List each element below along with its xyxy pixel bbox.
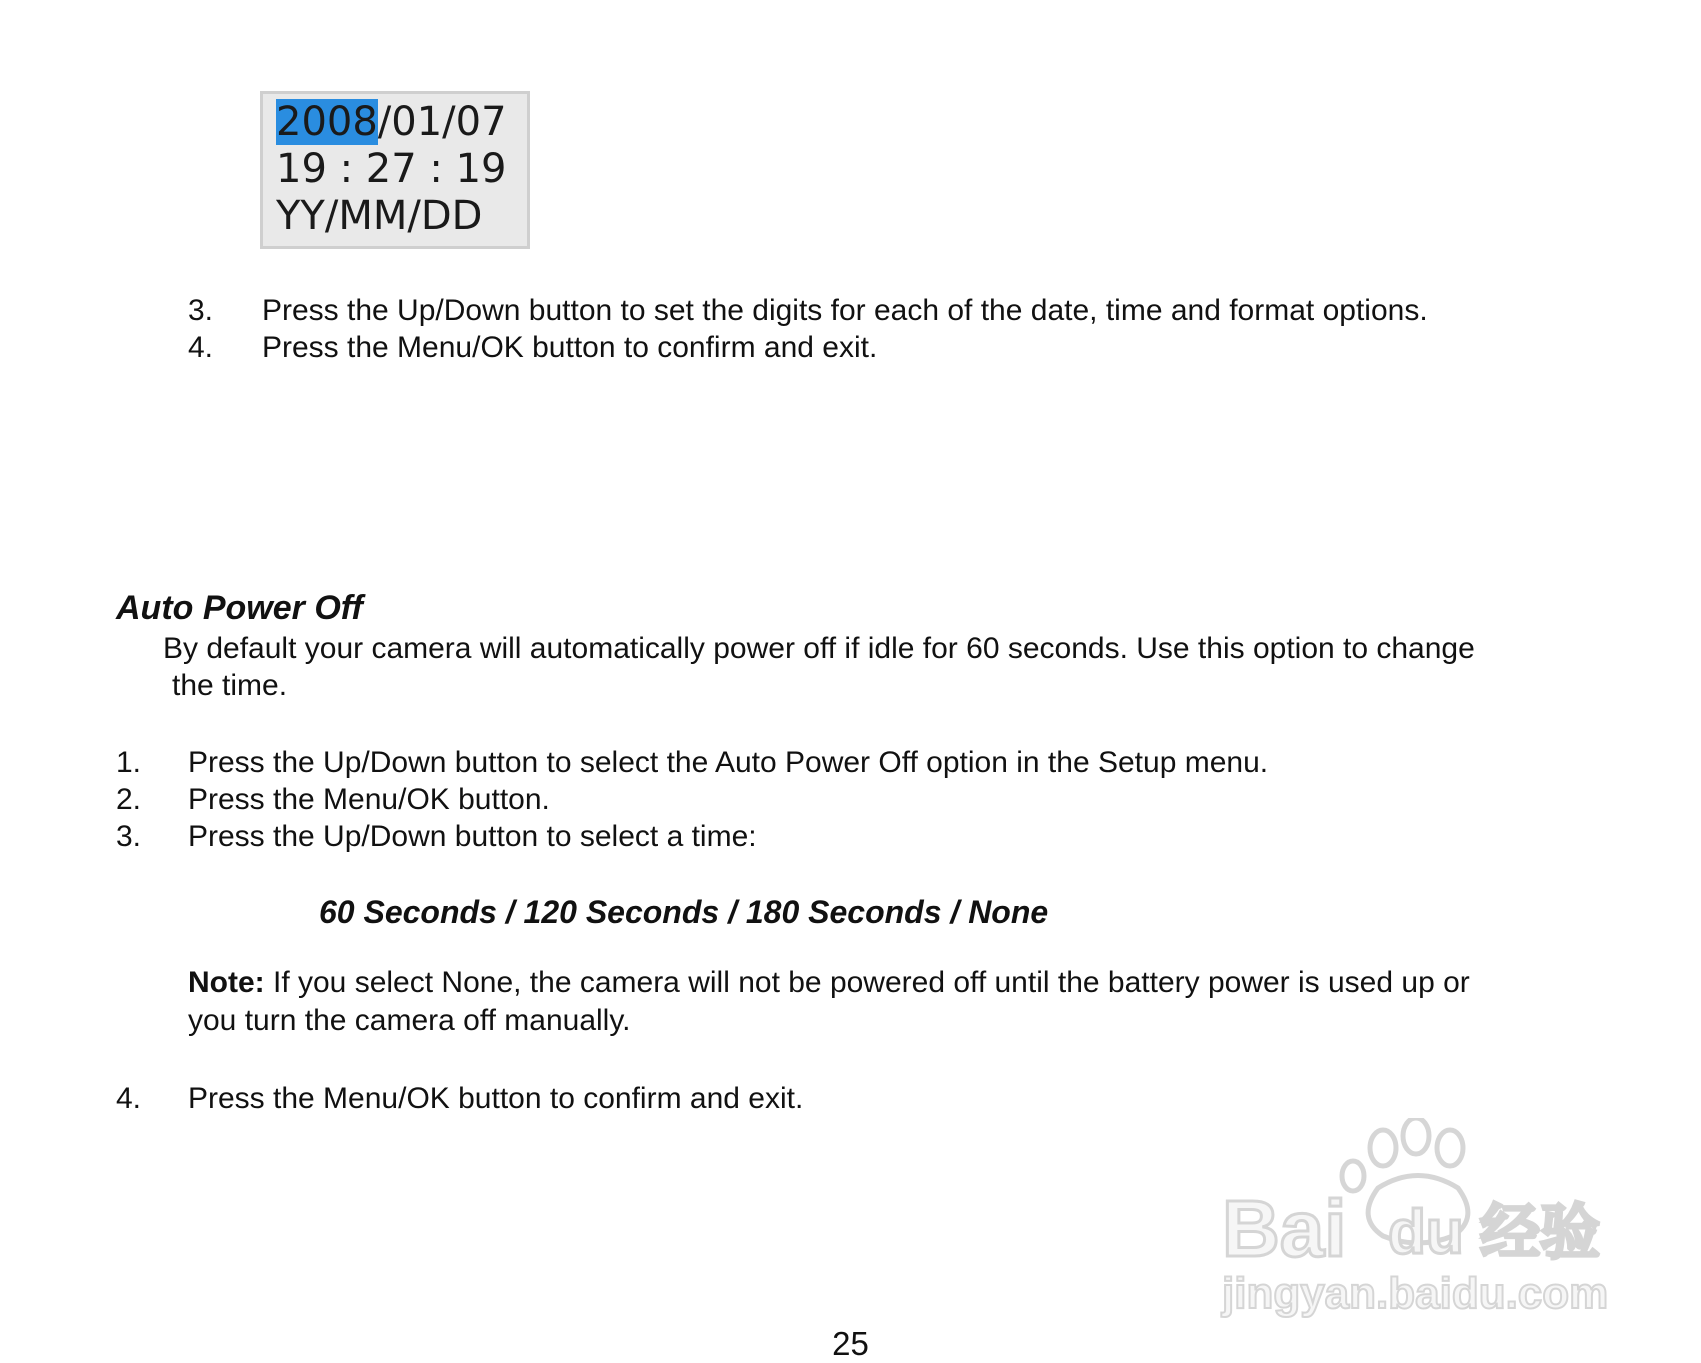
date-time-screen-image [260, 91, 530, 249]
watermark-url: jingyan.baidu.com [1222, 1269, 1609, 1318]
step-number: 2. [116, 783, 142, 816]
step-text: Press the Menu/OK button. [188, 783, 550, 816]
note-line-1 [188, 964, 1470, 1002]
lcd-date-line [276, 99, 527, 146]
lcd-year-highlight: 2008 [276, 99, 378, 145]
page-number: 25 [832, 1325, 869, 1362]
step-number: 3. [116, 820, 142, 853]
step-number: 3. [188, 294, 214, 327]
baidu-jingyan-watermark [1218, 1118, 1628, 1318]
intro-line-2: the time. [172, 669, 288, 702]
time-options: 60 Seconds / 120 Seconds / 180 Seconds / None [319, 894, 1049, 930]
note-block [188, 964, 1470, 1040]
note-label: Note: [188, 966, 265, 999]
watermark-brand-du: du [1388, 1198, 1464, 1267]
step-text: Press the Up/Down button to set the digits for each of the date, time and format options. [262, 294, 1428, 327]
watermark-brand: Bai [1222, 1184, 1347, 1273]
step-number: 1. [116, 746, 142, 779]
step-text: Press the Up/Down button to select a time: [188, 820, 757, 853]
intro-line-1: By default your camera will automatically power off if idle for 60 seconds. Use this option to change [163, 632, 1475, 665]
step-text: Press the Menu/OK button to confirm and exit. [188, 1082, 804, 1115]
lcd-format-line: YY/MM/DD [276, 193, 483, 239]
step-number: 4. [188, 331, 214, 364]
lcd-time-line: 19 : 27 : 19 [276, 146, 507, 192]
step-number: 4. [116, 1082, 142, 1115]
section-title: Auto Power Off [116, 589, 363, 627]
step-text: Press the Up/Down button to select the Auto Power Off option in the Setup menu. [188, 746, 1269, 779]
step-text: Press the Menu/OK button to confirm and exit. [262, 331, 878, 364]
section-intro [163, 630, 1475, 704]
lcd-date-rest: /01/07 [377, 99, 507, 145]
note-text-1: If you select None, the camera will not be powered off until the battery power is used up or [264, 966, 1470, 999]
note-line-2: you turn the camera off manually. [188, 1004, 631, 1037]
watermark-brand-cn: 经验 [1480, 1198, 1600, 1268]
